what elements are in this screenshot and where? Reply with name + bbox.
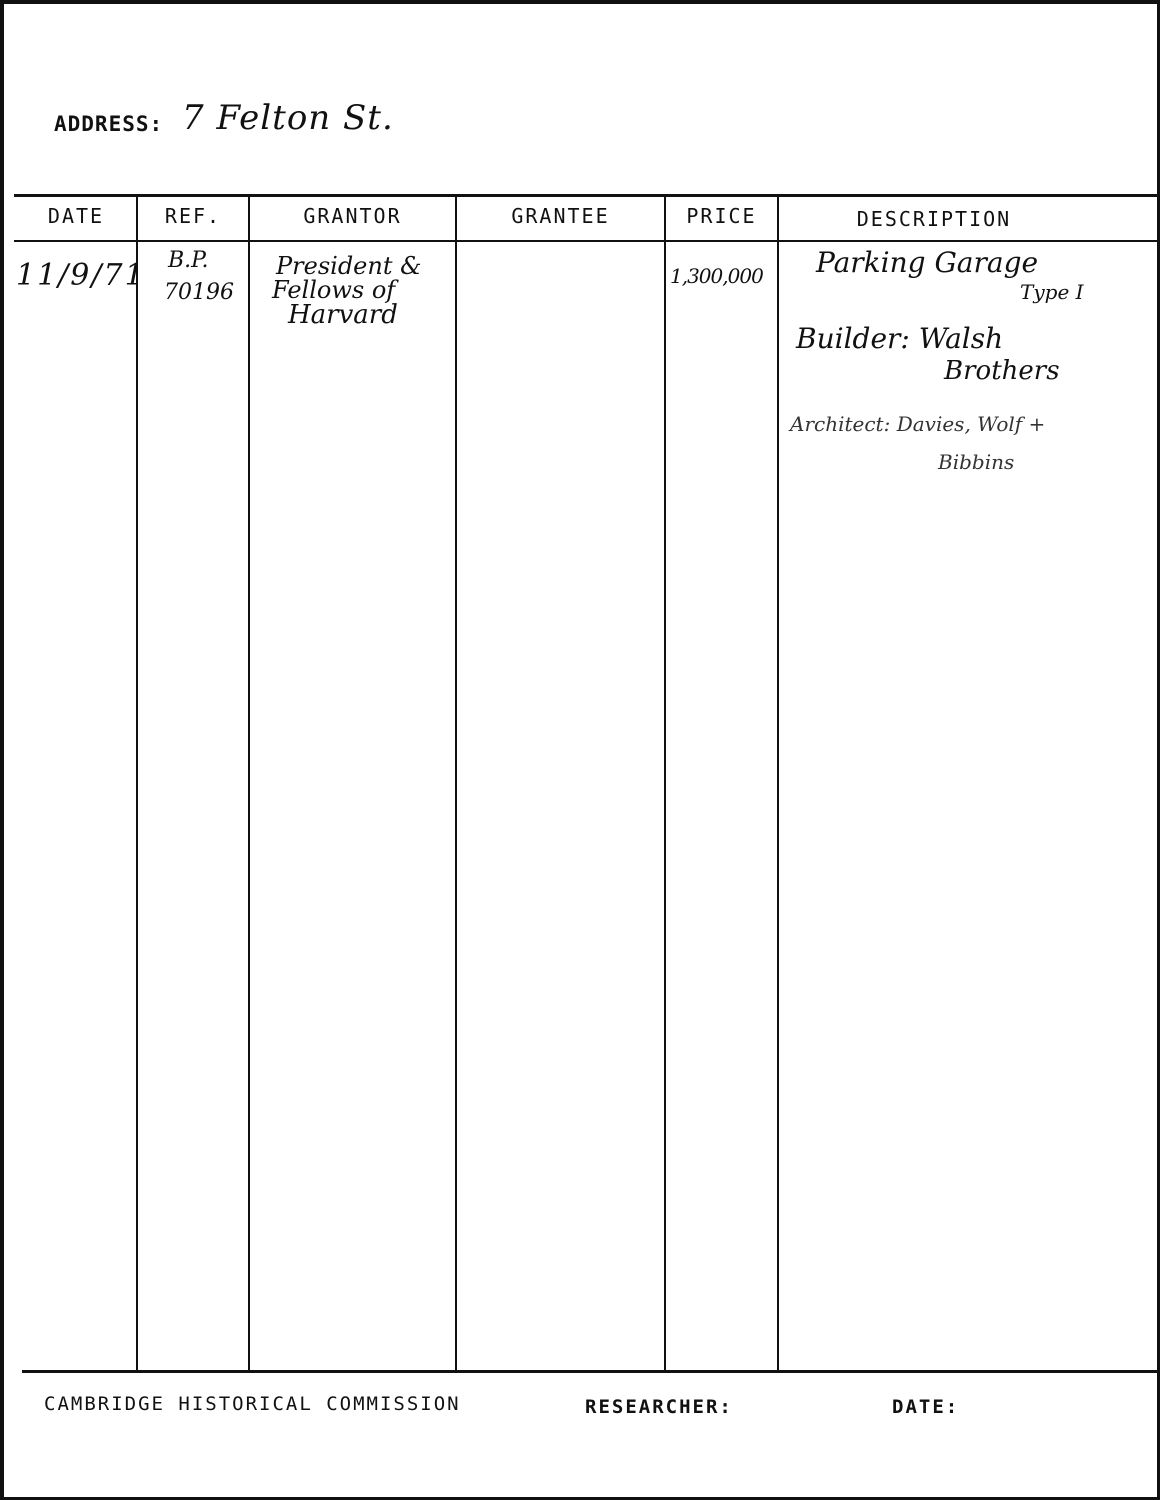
column-divider-grantor-grantee bbox=[455, 196, 457, 1370]
table-bottom-rule bbox=[22, 1370, 1160, 1373]
row-grantor-line3: Harvard bbox=[288, 300, 398, 330]
column-header-date: DATE bbox=[47, 204, 105, 228]
column-header-price: PRICE bbox=[686, 204, 757, 228]
footer-commission: CAMBRIDGE HISTORICAL COMMISSION bbox=[44, 1393, 461, 1415]
column-header-grantor: GRANTOR bbox=[303, 204, 402, 228]
column-header-ref: REF. bbox=[164, 204, 222, 228]
column-divider-ref-grantor bbox=[248, 196, 250, 1370]
header-bottom-rule bbox=[14, 240, 1160, 242]
row-description-line5: Architect: Davies, Wolf + bbox=[790, 412, 1046, 436]
row-grantor-line1: President & bbox=[276, 252, 422, 280]
row-price: 1,300,000 bbox=[670, 264, 763, 288]
column-divider-date-ref bbox=[136, 196, 138, 1370]
row-ref-line1: B.P. bbox=[168, 248, 209, 273]
footer-date-label: DATE: bbox=[892, 1396, 960, 1418]
column-divider-grantee-price bbox=[664, 196, 666, 1370]
address-value: 7 Felton St. bbox=[182, 98, 394, 138]
row-description-line6: Bibbins bbox=[938, 450, 1015, 474]
row-description-line3: Builder: Walsh bbox=[796, 322, 1004, 355]
footer-researcher-label: RESEARCHER: bbox=[585, 1396, 733, 1418]
row-date: 11/9/71 bbox=[16, 258, 146, 293]
row-description-line1: Parking Garage bbox=[816, 246, 1039, 279]
column-divider-price-description bbox=[777, 196, 779, 1370]
column-header-grantee: GRANTEE bbox=[511, 204, 610, 228]
row-description-line4: Brothers bbox=[944, 356, 1060, 386]
row-ref-line2: 70196 bbox=[164, 280, 234, 305]
table-top-rule bbox=[14, 194, 1160, 197]
card-border-top bbox=[0, 0, 1160, 4]
address-label: ADDRESS: bbox=[54, 112, 164, 136]
column-header-description: DESCRIPTION bbox=[856, 207, 1012, 231]
row-grantor-line2: Fellows of bbox=[272, 276, 396, 304]
row-description-line2: Type I bbox=[1020, 280, 1084, 304]
card-border-left bbox=[0, 0, 4, 1500]
